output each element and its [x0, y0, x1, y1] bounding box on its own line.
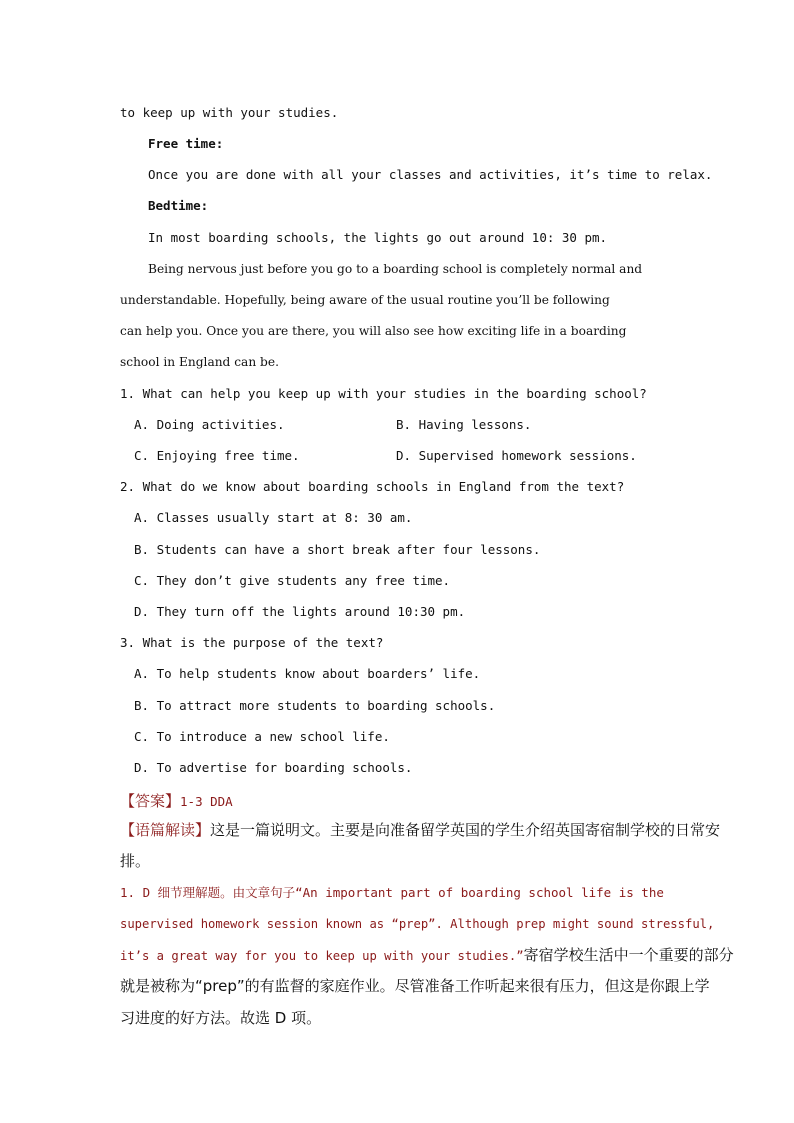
question-stem-1: 1. What can help you keep up with your studies in the boarding school?: [120, 386, 647, 401]
question-1-option-a: A. Doing activities.: [134, 417, 285, 432]
passage-line: Being nervous just before you go to a boarding school is completely normal and: [148, 262, 643, 276]
explanation-line: supervised homework session known as “prep”. Although prep might sound stressful,: [120, 917, 715, 931]
explanation-line: 1. D 细节理解题。由文章句子“An important part of boarding school life is the: [120, 885, 664, 900]
passage-line: Once you are done with all your classes and activities, it’s time to relax.: [148, 167, 713, 182]
explanation-chinese: 寄宿学校生活中一个重要的部分: [523, 946, 734, 964]
answer-text: 1-3 DDA: [180, 794, 233, 809]
answer-label: 【答案】: [120, 792, 181, 810]
passage-line: In most boarding schools, the lights go out around 10: 30 pm.: [148, 230, 608, 245]
question-2-option-b: B. Students can have a short break after four lessons.: [134, 542, 541, 557]
question-3-option-b: B. To attract more students to boarding schools.: [134, 698, 496, 713]
passage-line: to keep up with your studies.: [120, 105, 339, 120]
question-1-option-d: D. Supervised homework sessions.: [396, 448, 637, 463]
question-2-option-a: A. Classes usually start at 8: 30 am.: [134, 510, 413, 525]
section-heading-bedtime: Bedtime:: [148, 198, 209, 213]
section-heading-free-time: Free time:: [148, 136, 224, 151]
explanation-line: [120, 945, 734, 965]
question-1-option-c: C. Enjoying free time.: [134, 448, 300, 463]
question-2-option-c: C. They don’t give students any free time.: [134, 573, 451, 588]
explanation-line: 习进度的好方法。故选 D 项。: [120, 1009, 322, 1027]
question-1-option-b: B. Having lessons.: [396, 417, 532, 432]
analysis-label: 【语篇解读】: [120, 821, 211, 839]
passage-line: can help you. Once you are there, you will also see how exciting life in a boarding: [120, 324, 627, 338]
question-3-option-a: A. To help students know about boarders’ life.: [134, 666, 481, 681]
passage-line: school in England can be.: [120, 355, 279, 369]
question-stem-2: 2. What do we know about boarding schools in England from the text?: [120, 479, 625, 494]
question-2-option-d: D. They turn off the lights around 10:30 pm.: [134, 604, 466, 619]
answer-line: [120, 791, 233, 811]
question-3-option-d: D. To advertise for boarding schools.: [134, 760, 413, 775]
explanation-line: 就是被称为“prep”的有监督的家庭作业。尽管准备工作听起来很有压力，但这是你跟上学: [120, 977, 710, 995]
passage-line: understandable. Hopefully, being aware of the usual routine you’ll be following: [120, 293, 610, 307]
explanation-english: it’s a great way for you to keep up with your studies.”: [120, 949, 524, 963]
analysis-text-cont: 排。: [120, 852, 151, 870]
question-3-option-c: C. To introduce a new school life.: [134, 729, 390, 744]
analysis-line: [120, 820, 720, 840]
analysis-text: 这是一篇说明文。主要是向准备留学英国的学生介绍英国寄宿制学校的日常安: [210, 821, 721, 839]
question-stem-3: 3. What is the purpose of the text?: [120, 635, 384, 650]
